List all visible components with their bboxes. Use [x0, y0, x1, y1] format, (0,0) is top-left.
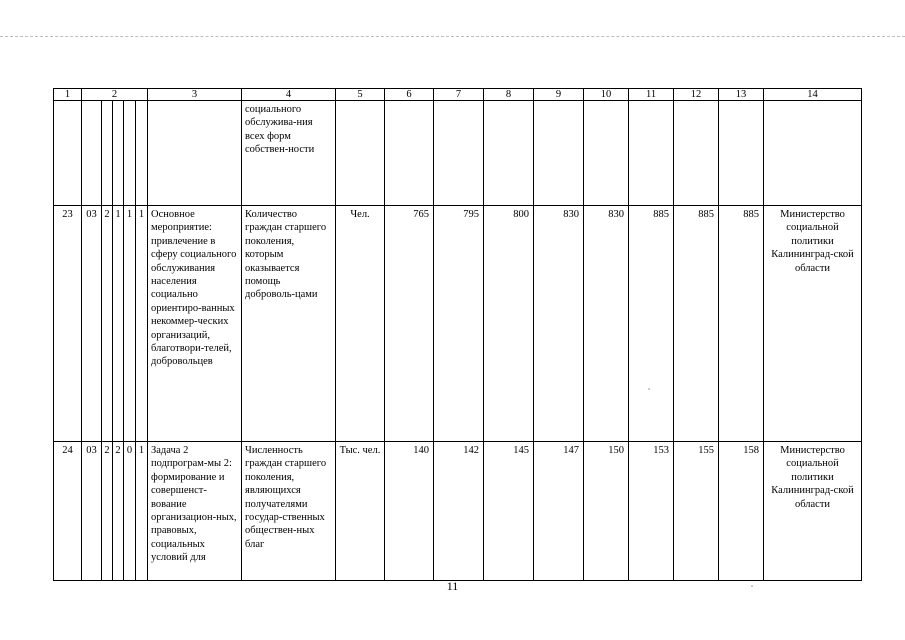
code-cell: 2: [102, 442, 113, 581]
event-cell: Основное мероприятие: привлечение в сферу социального обслуживания населения социально ориентиро-ванных некоммер-ческих организаций, благотвори-телей, добровольцев: [148, 206, 242, 442]
table-row: [54, 442, 862, 581]
table-cell: [54, 101, 82, 206]
header-cell: 5: [336, 89, 385, 101]
header-cell: 13: [719, 89, 764, 101]
value-cell: 885: [629, 206, 674, 442]
row-number: 23: [54, 206, 82, 442]
code-cell: 2: [113, 442, 124, 581]
table-cell: [385, 101, 434, 206]
row-number: 24: [54, 442, 82, 581]
table-row-continuation: [54, 101, 862, 206]
value-cell: 830: [584, 206, 629, 442]
table-cell: [719, 101, 764, 206]
table-cell: [124, 101, 136, 206]
table-cell: [484, 101, 534, 206]
unit-cell: Тыс. чел.: [336, 442, 385, 581]
table-cell: [584, 101, 629, 206]
value-cell: 150: [584, 442, 629, 581]
code-cell: 03: [82, 206, 102, 442]
scan-edge-line: [0, 36, 905, 38]
indicator-cell: Количество граждан старшего поколения, которым оказывается помощь доброволь-цами: [242, 206, 336, 442]
header-cell: 1: [54, 89, 82, 101]
value-cell: 885: [674, 206, 719, 442]
header-cell: 8: [484, 89, 534, 101]
value-cell: 153: [629, 442, 674, 581]
value-cell: 885: [719, 206, 764, 442]
unit-cell: Чел.: [336, 206, 385, 442]
header-cell: 2: [82, 89, 148, 101]
table-cell: [434, 101, 484, 206]
table-row: [54, 206, 862, 442]
scan-speck: [648, 388, 650, 390]
header-cell: 14: [764, 89, 862, 101]
indicator-cell: Численность граждан старшего поколения, являющихся получателями государ-ственных обществен-ных благ: [242, 442, 336, 581]
executor-cell: Министерство социальной политики Калининград-ской области: [764, 206, 862, 442]
value-cell: 800: [484, 206, 534, 442]
header-cell: 10: [584, 89, 629, 101]
event-cell: Задача 2 подпрограм-мы 2: формирование и совершенст-вование организацион-ных, правовых, социальных условий для: [148, 442, 242, 581]
table-cell: [336, 101, 385, 206]
table-cell: [148, 101, 242, 206]
table-cell: [534, 101, 584, 206]
value-cell: 147: [534, 442, 584, 581]
code-cell: 03: [82, 442, 102, 581]
table-cell: [102, 101, 113, 206]
value-cell: 155: [674, 442, 719, 581]
header-cell: 9: [534, 89, 584, 101]
program-indicators-table: [53, 88, 862, 581]
code-cell: 1: [124, 206, 136, 442]
table-header-row: [54, 89, 862, 101]
header-cell: 7: [434, 89, 484, 101]
executor-cell: Министерство социальной политики Калининград-ской области: [764, 442, 862, 581]
header-cell: 12: [674, 89, 719, 101]
table-cell: [113, 101, 124, 206]
value-cell: 158: [719, 442, 764, 581]
page-number: 11: [446, 579, 459, 593]
table-cell: [629, 101, 674, 206]
value-cell: 140: [385, 442, 434, 581]
header-cell: 11: [629, 89, 674, 101]
code-cell: 1: [113, 206, 124, 442]
header-cell: 6: [385, 89, 434, 101]
table-cell: [82, 101, 102, 206]
header-cell: 3: [148, 89, 242, 101]
header-cell: 4: [242, 89, 336, 101]
code-cell: 0: [124, 442, 136, 581]
value-cell: 765: [385, 206, 434, 442]
value-cell: 145: [484, 442, 534, 581]
value-cell: 795: [434, 206, 484, 442]
code-cell: 2: [102, 206, 113, 442]
value-cell: 142: [434, 442, 484, 581]
code-cell: 1: [136, 206, 148, 442]
table-cell: [136, 101, 148, 206]
value-cell: 830: [534, 206, 584, 442]
indicator-cell: социального обслужива-ния всех форм собствен-ности: [242, 101, 336, 206]
table-cell: [764, 101, 862, 206]
table-cell: [674, 101, 719, 206]
code-cell: 1: [136, 442, 148, 581]
